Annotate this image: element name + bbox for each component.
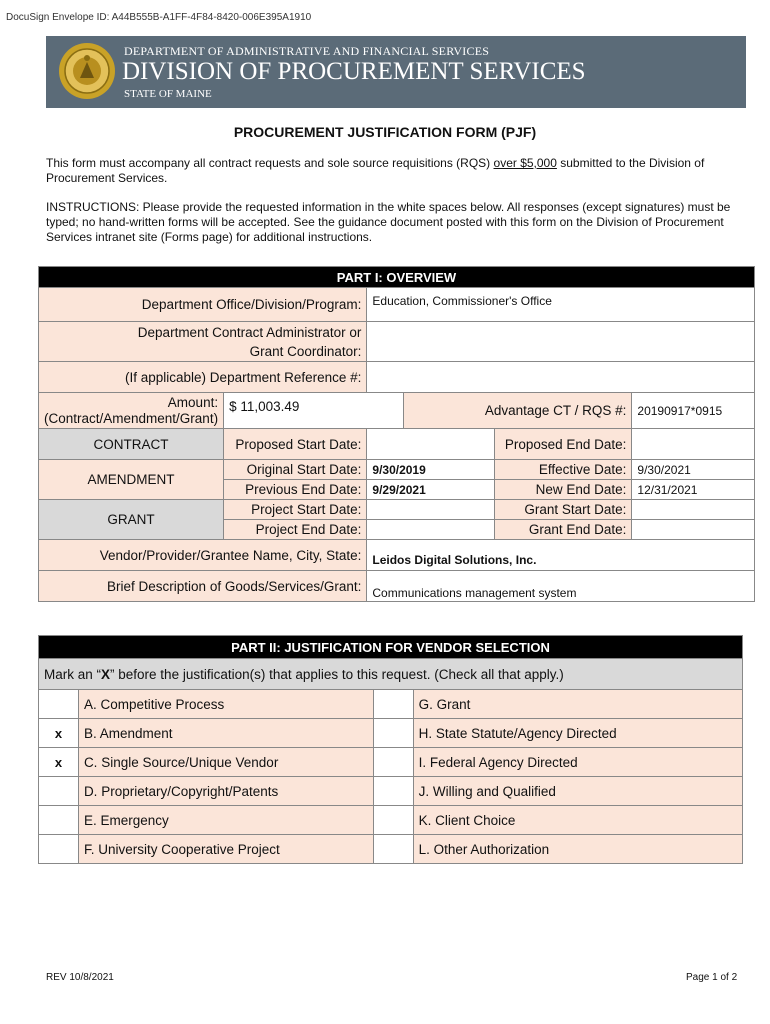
effective-date-label: Effective Date: bbox=[494, 460, 632, 480]
rqs-field[interactable]: 20190917*0915 bbox=[632, 393, 755, 429]
part2-header: PART II: JUSTIFICATION FOR VENDOR SELECTION bbox=[39, 636, 743, 659]
part2-instructions: Mark an “X” before the justification(s) that applies to this request. (Check all that apply.) bbox=[39, 659, 743, 690]
justification-row bbox=[39, 748, 743, 777]
option-emergency: E. Emergency bbox=[78, 806, 373, 835]
state-seal-icon bbox=[58, 42, 116, 100]
contract-admin-label: Department Contract Administrator or Grant Coordinator: bbox=[39, 322, 367, 362]
envelope-id: DocuSign Envelope ID: A44B555B-A1FF-4F84-8420-006E395A1910 bbox=[6, 12, 312, 23]
threshold-amount: over $5,000 bbox=[493, 156, 557, 170]
page-number: Page 1 of 2 bbox=[686, 972, 738, 983]
option-grant: G. Grant bbox=[413, 690, 742, 719]
amendment-label: AMENDMENT bbox=[39, 460, 224, 500]
dept-reference-label: (If applicable) Department Reference #: bbox=[39, 362, 367, 393]
new-end-label: New End Date: bbox=[494, 480, 632, 500]
proposed-end-label: Proposed End Date: bbox=[494, 429, 632, 460]
previous-end-field[interactable]: 9/29/2021 bbox=[367, 480, 494, 500]
checkbox-client-choice[interactable] bbox=[373, 806, 413, 835]
banner-state: STATE OF MAINE bbox=[124, 88, 212, 100]
grant-end-label: Grant End Date: bbox=[494, 520, 632, 540]
justification-row bbox=[39, 835, 743, 864]
checkbox-university-coop[interactable] bbox=[39, 835, 79, 864]
justification-row bbox=[39, 777, 743, 806]
part1-header: PART I: OVERVIEW bbox=[39, 267, 755, 288]
option-client-choice: K. Client Choice bbox=[413, 806, 742, 835]
vendor-label: Vendor/Provider/Grantee Name, City, State: bbox=[39, 540, 367, 571]
revision-date: REV 10/8/2021 bbox=[46, 972, 114, 983]
option-proprietary: D. Proprietary/Copyright/Patents bbox=[78, 777, 373, 806]
grant-end-field[interactable] bbox=[632, 520, 755, 540]
option-federal-agency: I. Federal Agency Directed bbox=[413, 748, 742, 777]
contract-label: CONTRACT bbox=[39, 429, 224, 460]
justification-row bbox=[39, 690, 743, 719]
checkbox-emergency[interactable] bbox=[39, 806, 79, 835]
option-state-statute: H. State Statute/Agency Directed bbox=[413, 719, 742, 748]
option-university-coop: F. University Cooperative Project bbox=[78, 835, 373, 864]
description-label: Brief Description of Goods/Services/Grant: bbox=[39, 571, 367, 602]
part2-justification-table bbox=[38, 635, 743, 864]
project-start-label: Project Start Date: bbox=[224, 500, 367, 520]
checkbox-single-source[interactable]: x bbox=[39, 748, 79, 777]
previous-end-label: Previous End Date: bbox=[224, 480, 367, 500]
dept-reference-field[interactable] bbox=[367, 362, 755, 393]
rqs-label: Advantage CT / RQS #: bbox=[403, 393, 632, 429]
justification-row bbox=[39, 719, 743, 748]
project-end-label: Project End Date: bbox=[224, 520, 367, 540]
checkbox-other-authorization[interactable] bbox=[373, 835, 413, 864]
part1-overview-table bbox=[38, 266, 755, 602]
vendor-field[interactable]: Leidos Digital Solutions, Inc. bbox=[367, 540, 755, 571]
checkbox-competitive-process[interactable] bbox=[39, 690, 79, 719]
original-start-label: Original Start Date: bbox=[224, 460, 367, 480]
grant-start-label: Grant Start Date: bbox=[494, 500, 632, 520]
checkbox-proprietary[interactable] bbox=[39, 777, 79, 806]
checkbox-willing-qualified[interactable] bbox=[373, 777, 413, 806]
proposed-start-label: Proposed Start Date: bbox=[224, 429, 367, 460]
checkbox-state-statute[interactable] bbox=[373, 719, 413, 748]
instructions-paragraph: INSTRUCTIONS: Please provide the requested information in the white spaces below. All responses (except signatures) must be typed; no hand-written forms will be accepted. See the guidance document posted with this form on the Division of Procurement Services intranet site (Forms page) for additional instructions. bbox=[46, 200, 731, 244]
option-other-authorization: L. Other Authorization bbox=[413, 835, 742, 864]
banner-department: DEPARTMENT OF ADMINISTRATIVE AND FINANCIAL SERVICES bbox=[124, 44, 490, 58]
option-willing-qualified: J. Willing and Qualified bbox=[413, 777, 742, 806]
description-field[interactable]: Communications management system bbox=[367, 571, 755, 602]
project-end-field[interactable] bbox=[367, 520, 494, 540]
dept-program-label: Department Office/Division/Program: bbox=[39, 288, 367, 322]
grant-start-field[interactable] bbox=[632, 500, 755, 520]
checkbox-grant[interactable] bbox=[373, 690, 413, 719]
original-start-field[interactable]: 9/30/2019 bbox=[367, 460, 494, 480]
project-start-field[interactable] bbox=[367, 500, 494, 520]
grant-label: GRANT bbox=[39, 500, 224, 540]
justification-row bbox=[39, 806, 743, 835]
effective-date-field[interactable]: 9/30/2021 bbox=[632, 460, 755, 480]
intro-paragraph: This form must accompany all contract requests and sole source requisitions (RQS) over $5,000 submitted to the Division of Procurement Services. bbox=[46, 156, 705, 185]
new-end-field[interactable]: 12/31/2021 bbox=[632, 480, 755, 500]
proposed-end-field[interactable] bbox=[632, 429, 755, 460]
option-amendment: B. Amendment bbox=[78, 719, 373, 748]
option-competitive-process: A. Competitive Process bbox=[78, 690, 373, 719]
contract-admin-field[interactable] bbox=[367, 322, 755, 362]
banner-division: DIVISION OF PROCUREMENT SERVICES bbox=[122, 58, 586, 85]
amount-field[interactable]: $ 11,003.49 bbox=[224, 393, 404, 429]
form-title: PROCUREMENT JUSTIFICATION FORM (PJF) bbox=[233, 124, 537, 140]
option-single-source: C. Single Source/Unique Vendor bbox=[78, 748, 373, 777]
amount-label: Amount: (Contract/Amendment/Grant) bbox=[39, 393, 224, 429]
agency-banner bbox=[46, 36, 746, 108]
proposed-start-field[interactable] bbox=[367, 429, 494, 460]
checkbox-federal-agency[interactable] bbox=[373, 748, 413, 777]
dept-program-field[interactable]: Education, Commissioner's Office bbox=[367, 288, 755, 322]
checkbox-amendment[interactable]: x bbox=[39, 719, 79, 748]
